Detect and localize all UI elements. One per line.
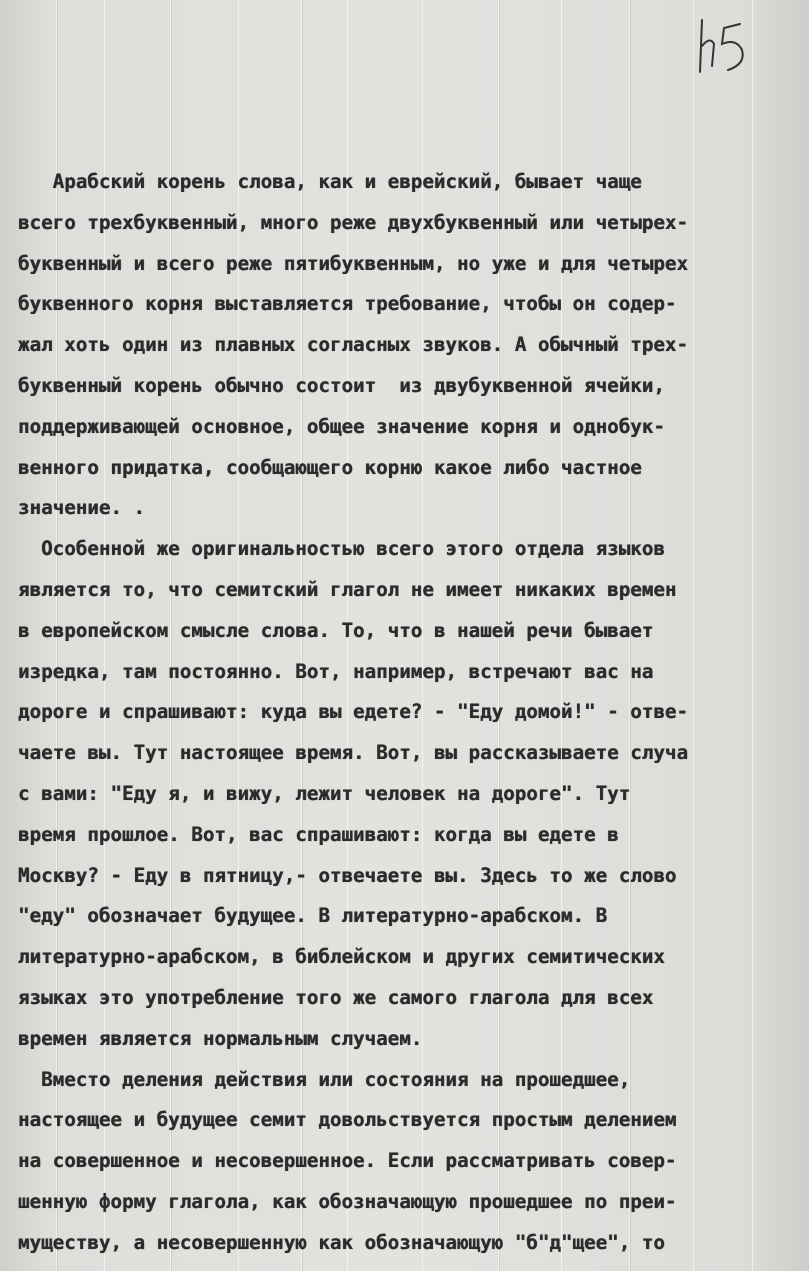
text-line: времен является нормальным случаем.	[18, 1026, 423, 1050]
page-number-drawing	[692, 10, 762, 80]
text-line: является то, что семитский глагол не имеет никаких времен	[18, 577, 677, 601]
text-line: языках это употребление того же самого глагола для всех	[18, 985, 654, 1009]
text-line: на совершенное и несовершенное. Если рассматривать совер-	[18, 1149, 677, 1173]
text-line: всего трехбуквенный, много реже двухбуквенный или четырех-	[18, 210, 689, 234]
text-line: дороге и спрашивают: куда вы едете? - "Еду домой!" - отве-	[18, 700, 689, 724]
typed-text-body	[18, 162, 798, 1264]
text-line: Москву? - Еду в пятницу,- отвечаете вы. Здесь то же слово	[18, 863, 677, 887]
text-line: Вместо деления действия или состояния на прошедшее,	[18, 1067, 631, 1091]
text-line: в европейском смысле слова. То, что в нашей речи бывает	[18, 618, 654, 642]
text-line: буквенный и всего реже пятибуквенным, но уже и для четырех	[18, 251, 689, 275]
text-line: изредка, там постоянно. Вот, например, встречают вас на	[18, 659, 654, 683]
text-line: с вами: "Еду я, и вижу, лежит человек на дороге". Тут	[18, 781, 631, 805]
text-line: время прошлое. Вот, вас спрашивают: когда вы едете в	[18, 822, 619, 846]
text-line: настоящее и будущее семит довольствуется простым делением	[18, 1108, 677, 1132]
text-line: поддерживающей основное, общее значение корня и однобук-	[18, 414, 665, 438]
text-line: Арабский корень слова, как и еврейский, бывает чаще	[18, 170, 642, 193]
text-line: буквенного корня выставляется требование, чтобы он содер-	[18, 292, 677, 316]
text-line: значение. .	[18, 496, 146, 520]
text-line: "еду" обозначает будущее. В литературно-арабском. В	[18, 904, 608, 928]
text-line: шенную форму глагола, как обозначающую прошедшее по преи-	[18, 1189, 677, 1213]
text-line: муществу, а несовершенную как обозначающую "б"д"щее", то	[18, 1230, 665, 1254]
handwritten-page-number	[692, 10, 762, 80]
text-line: литературно-арабском, в библейском и других семитических	[18, 945, 665, 969]
text-line: чаете вы. Тут настоящее время. Вот, вы рассказываете случа	[18, 741, 689, 765]
text-line: буквенный корень обычно состоит из двубуквенной ячейки,	[18, 373, 665, 397]
text-line: Особенной же оригинальностью всего этого отдела языков	[18, 537, 665, 561]
text-line: венного придатка, сообщающего корню какое либо частное	[18, 455, 642, 479]
text-line: жал хоть один из плавных согласных звуков. А обычный трех-	[18, 333, 689, 357]
